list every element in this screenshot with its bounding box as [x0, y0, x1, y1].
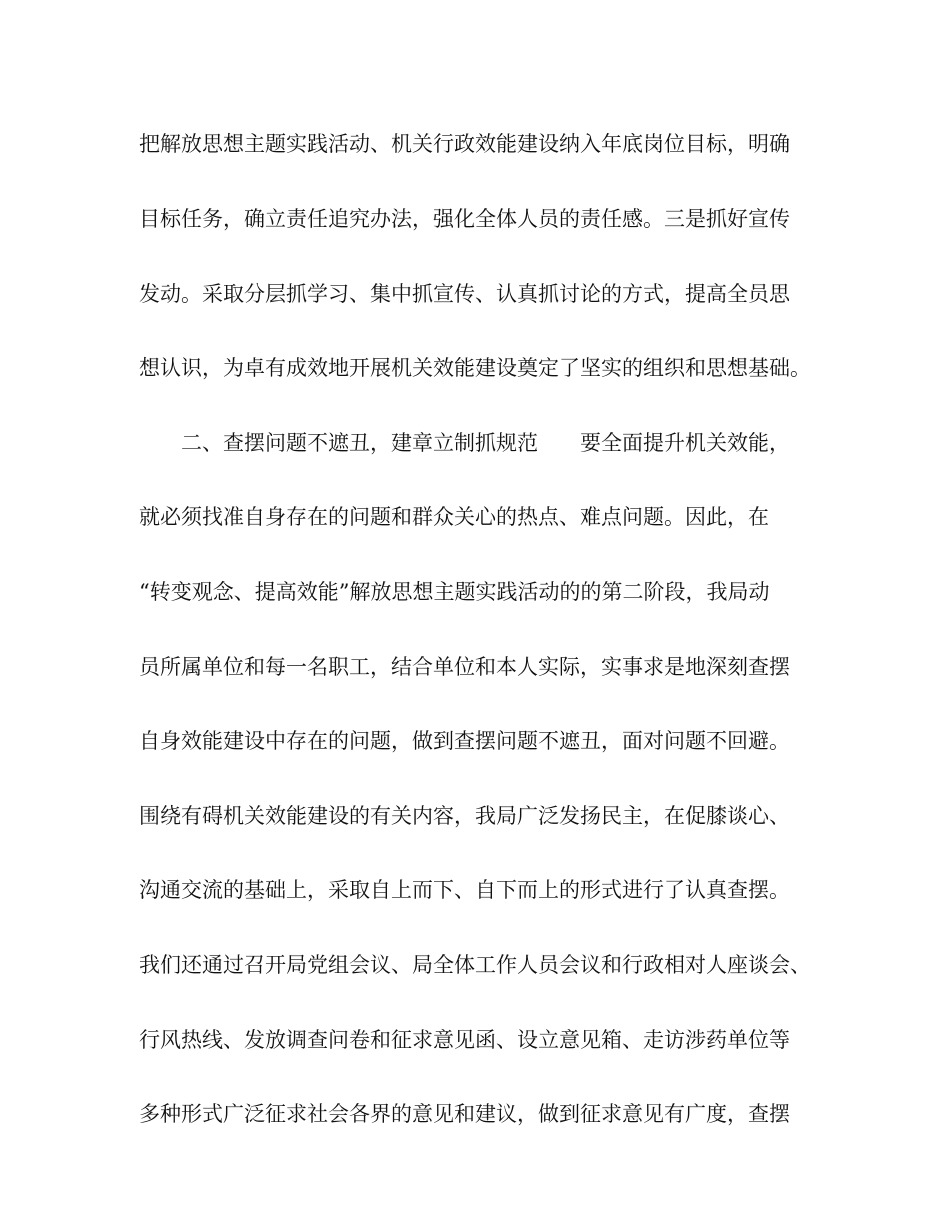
text-line: 自身效能建设中存在的问题，做到查摆问题不遮丑，面对问题不回避。: [139, 729, 790, 753]
text-line: 多种形式广泛征求社会各界的意见和建议，做到征求意见有广度，查摆: [139, 1102, 790, 1126]
text-line: 员所属单位和每一名职工，结合单位和本人实际，实事求是地深刻查摆: [139, 655, 790, 679]
text-line: 就必须找准自身存在的问题和群众关心的热点、难点问题。因此，在: [139, 505, 769, 529]
text-line: 目标任务，确立责任追究办法，强化全体人员的责任感。三是抓好宣传: [139, 207, 790, 231]
text-line: 围绕有碍机关效能建设的有关内容，我局广泛发扬民主，在促膝谈心、: [139, 804, 790, 828]
text-line: 沟通交流的基础上，采取自上而下、自下而上的形式进行了认真查摆。: [139, 878, 790, 902]
section-heading-line: [181, 423, 881, 463]
text-line: 行风热线、发放调查问卷和征求意见函、设立意见箱、走访涉药单位等: [139, 1028, 790, 1052]
text-line: “转变观念、提高效能”解放思想主题实践活动的的第二阶段，我局动: [139, 580, 770, 604]
text-line: 想认识，为卓有成效地开展机关效能建设奠定了坚实的组织和思想基础。: [139, 356, 811, 380]
section-heading-tail: 要全面提升机关效能，: [580, 431, 790, 455]
section-heading: 二、查摆问题不遮丑，建章立制抓规范: [181, 431, 538, 455]
text-line: 把解放思想主题实践活动、机关行政效能建设纳入年底岗位目标，明确: [139, 132, 790, 156]
text-line: 我们还通过召开局党组会议、局全体工作人员会议和行政相对人座谈会、: [139, 953, 811, 977]
text-line: 发动。采取分层抓学习、集中抓宣传、认真抓讨论的方式，提高全员思: [139, 282, 790, 306]
